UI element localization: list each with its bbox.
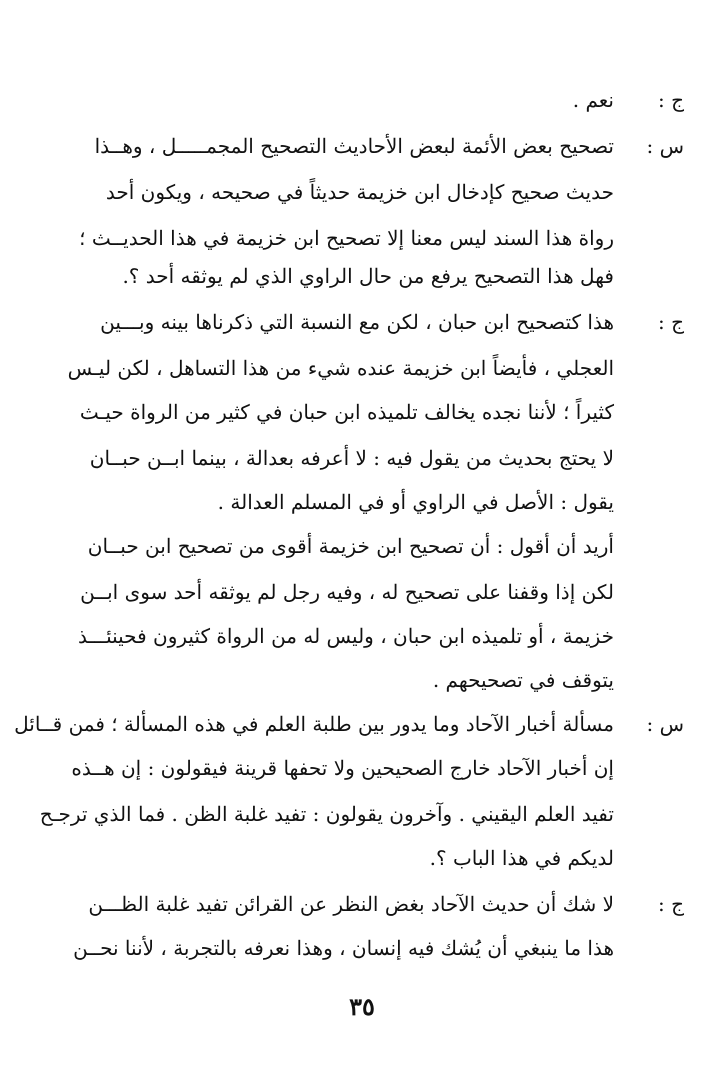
text-line	[0, 618, 724, 664]
answer-label: ج :	[657, 310, 684, 334]
text-line	[0, 574, 724, 620]
line-text: هذا ما ينبغي أن يُشك فيه إنسان ، وهذا نعرفه بالتجربة ، لأننا نحــن	[73, 936, 614, 960]
text-line	[0, 128, 724, 174]
line-text: كثيراً ؛ لأننا نجده يخالف تلميذه ابن حبان في كثير من الرواة حيـث	[79, 400, 614, 424]
line-text: مسألة أخبار الآحاد وما يدور بين طلبة العلم في هذه المسألة ؛ فمن قــائل	[14, 712, 614, 736]
answer-label: ج :	[657, 892, 684, 916]
line-text: يتوقف في تصحيحهم .	[432, 668, 614, 692]
question-label: س :	[646, 134, 684, 158]
text-line	[0, 82, 724, 128]
text-line	[0, 350, 724, 396]
text-line	[0, 662, 724, 708]
line-text: حديث صحيح كإدخال ابن خزيمة حديثاً في صحيحه ، ويكون أحد	[105, 180, 614, 204]
line-text: رواة هذا السند ليس معنا إلا تصحيح ابن خزيمة في هذا الحديــث ؛	[79, 226, 614, 250]
line-text: هذا كتصحيح ابن حبان ، لكن مع النسبة التي ذكرناها بينه وبـــين	[100, 310, 614, 334]
line-text: لكن إذا وقفنا على تصحيح له ، وفيه رجل لم يوثقه أحد سوى ابــن	[80, 580, 614, 604]
text-line	[0, 706, 724, 752]
line-text: يقول : الأصل في الراوي أو في المسلم العدالة .	[217, 490, 614, 514]
answer-label: ج :	[657, 88, 684, 112]
page-number: ٣٥	[349, 992, 375, 1021]
text-line	[0, 394, 724, 440]
text-line	[0, 174, 724, 220]
line-text: لديكم في هذا الباب ؟.	[429, 846, 614, 870]
line-text: لا شك أن حديث الآحاد بغض النظر عن القرائن تفيد غلبة الظـــن	[88, 892, 614, 916]
text-line	[0, 840, 724, 886]
line-text: نعم .	[572, 88, 614, 112]
text-line	[0, 886, 724, 932]
line-text: خزيمة ، أو تلميذه ابن حبان ، وليس له من الرواة كثيرون فحينئـــذ	[78, 624, 614, 648]
text-line	[0, 528, 724, 574]
line-text: أريد أن أقول : أن تصحيح ابن خزيمة أقوى من تصحيح ابن حبــان	[87, 534, 614, 558]
text-line	[0, 440, 724, 486]
text-line	[0, 750, 724, 796]
line-text: لا يحتج بحديث من يقول فيه : لا أعرفه بعدالة ، بينما ابــن حبــان	[89, 446, 614, 470]
line-text: فهل هذا التصحيح يرفع من حال الراوي الذي لم يوثقه أحد ؟.	[122, 264, 614, 288]
text-line	[0, 484, 724, 530]
text-line	[0, 258, 724, 304]
question-label: س :	[646, 712, 684, 736]
line-text: العجلي ، فأيضاً ابن خزيمة عنده شيء من هذا التساهل ، لكن ليـس	[67, 356, 614, 380]
line-text: تفيد العلم اليقيني . وآخرون يقولون : تفيد غلبة الظن . فما الذي ترجـح	[39, 802, 614, 826]
text-line	[0, 930, 724, 976]
text-line	[0, 304, 724, 350]
line-text: تصحيح بعض الأئمة لبعض الأحاديث التصحيح المجمـــــل ، وهــذا	[94, 134, 614, 158]
text-line	[0, 796, 724, 842]
line-text: إن أخبار الآحاد خارج الصحيحين ولا تحفها قرينة فيقولون : إن هــذه	[71, 756, 614, 780]
